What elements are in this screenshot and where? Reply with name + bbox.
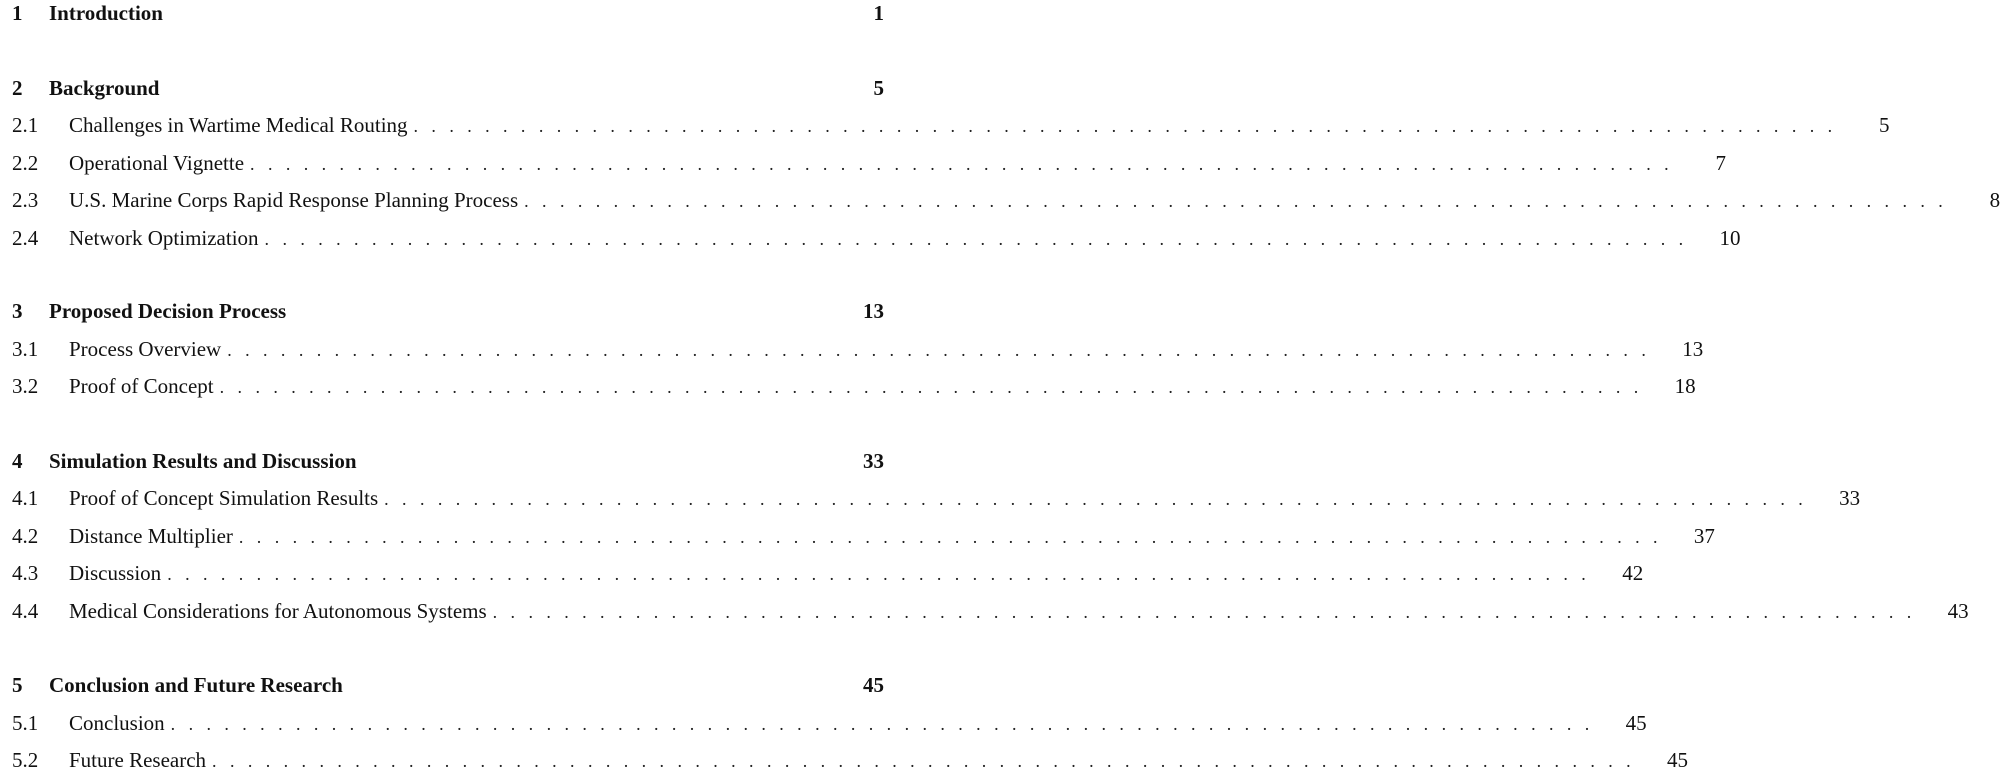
page-number: 7 xyxy=(1715,151,1727,175)
dot-leader: ................................................................................ xyxy=(384,489,1817,509)
section-number: 2.3 xyxy=(12,188,39,212)
toc-section-entry[interactable] xyxy=(12,226,1741,256)
section-number: 2.1 xyxy=(12,113,39,137)
page-number: 33 xyxy=(863,449,884,473)
page-number: 13 xyxy=(1682,337,1704,361)
page-number: 10 xyxy=(1719,226,1741,250)
toc-section-entry[interactable] xyxy=(12,711,1647,741)
section-title: Proof of Concept Simulation Results xyxy=(69,486,379,510)
chapter-number: 5 xyxy=(12,673,23,697)
section-title: Medical Considerations for Autonomous Systems xyxy=(69,599,487,623)
dot-leader: ................................................................................ xyxy=(170,714,1603,734)
page-number: 18 xyxy=(1674,374,1696,398)
dot-leader: ................................................................................ xyxy=(413,116,1846,136)
chapter-title: Background xyxy=(49,76,160,100)
section-number: 5.1 xyxy=(12,711,39,735)
section-number: 4.1 xyxy=(12,486,39,510)
dot-leader: ................................................................................ xyxy=(212,751,1645,771)
section-title: Distance Multiplier xyxy=(69,524,233,548)
dot-leader: ................................................................................ xyxy=(227,340,1660,360)
section-number: 3.2 xyxy=(12,374,39,398)
chapter-title: Simulation Results and Discussion xyxy=(49,449,357,473)
toc-section-entry[interactable] xyxy=(12,524,1715,554)
chapter-title: Conclusion and Future Research xyxy=(49,673,343,697)
section-title: Process Overview xyxy=(69,337,222,361)
section-title: Network Optimization xyxy=(69,226,259,250)
dot-leader: ................................................................................ xyxy=(219,377,1652,397)
chapter-title: Introduction xyxy=(49,1,163,25)
dot-leader: ................................................................................ xyxy=(167,564,1600,584)
page-number: 5 xyxy=(873,76,884,100)
page-number: 45 xyxy=(1625,711,1647,735)
page-number: 43 xyxy=(1947,599,1969,623)
section-number: 4.3 xyxy=(12,561,39,585)
toc-chapter-entry[interactable] xyxy=(12,673,884,703)
section-title: Operational Vignette xyxy=(69,151,245,175)
section-title: Proof of Concept xyxy=(69,374,214,398)
toc-section-entry[interactable] xyxy=(12,113,1890,143)
toc-section-entry[interactable] xyxy=(12,599,1969,629)
chapter-number: 4 xyxy=(12,449,23,473)
page-number: 13 xyxy=(863,299,884,323)
toc-chapter-entry[interactable] xyxy=(12,76,884,106)
section-title: Conclusion xyxy=(69,711,165,735)
toc-section-entry[interactable] xyxy=(12,374,1696,404)
toc-chapter-entry[interactable] xyxy=(12,1,884,31)
toc-section-entry[interactable] xyxy=(12,151,1727,181)
chapter-number: 1 xyxy=(12,1,23,25)
chapter-title: Proposed Decision Process xyxy=(49,299,287,323)
toc-chapter-entry[interactable] xyxy=(12,449,884,479)
toc-section-entry[interactable] xyxy=(12,561,1644,591)
toc-section-entry[interactable] xyxy=(12,486,1861,516)
section-number: 4.4 xyxy=(12,599,39,623)
section-number: 4.2 xyxy=(12,524,39,548)
chapter-number: 2 xyxy=(12,76,23,100)
dot-leader: ................................................................................ xyxy=(264,229,1697,249)
dot-leader: ................................................................................ xyxy=(492,602,1925,622)
page-number: 42 xyxy=(1622,561,1644,585)
dot-leader: ................................................................................ xyxy=(250,154,1683,174)
section-number: 3.1 xyxy=(12,337,39,361)
toc-section-entry[interactable] xyxy=(12,748,1689,778)
page-number: 33 xyxy=(1839,486,1861,510)
section-number: 5.2 xyxy=(12,748,39,772)
page-number: 5 xyxy=(1879,113,1890,137)
page-number: 45 xyxy=(863,673,884,697)
section-number: 2.2 xyxy=(12,151,39,175)
page-number: 8 xyxy=(1989,188,2000,212)
section-title: Discussion xyxy=(69,561,162,585)
section-title: Future Research xyxy=(69,748,207,772)
dot-leader: ................................................................................ xyxy=(524,191,1957,211)
section-title: Challenges in Wartime Medical Routing xyxy=(69,113,408,137)
section-number: 2.4 xyxy=(12,226,39,250)
dot-leader: ................................................................................ xyxy=(238,527,1671,547)
page-number: 1 xyxy=(873,1,884,25)
toc-chapter-entry[interactable] xyxy=(12,299,884,329)
toc-section-entry[interactable] xyxy=(12,188,2000,218)
page-number: 37 xyxy=(1693,524,1715,548)
page-number: 45 xyxy=(1667,748,1689,772)
chapter-number: 3 xyxy=(12,299,23,323)
section-title: U.S. Marine Corps Rapid Response Planning Process xyxy=(69,188,519,212)
toc-section-entry[interactable] xyxy=(12,337,1704,367)
